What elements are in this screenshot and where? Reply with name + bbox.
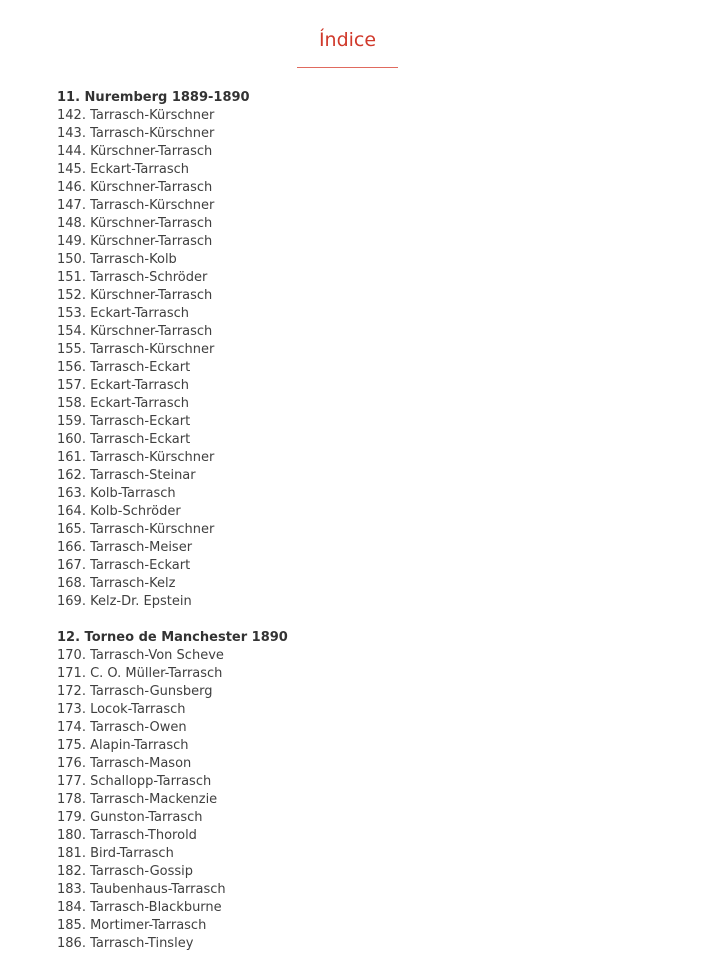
game-entry[interactable]: 160. Tarrasch-Eckart <box>57 432 191 447</box>
page-title: Índice <box>318 29 377 51</box>
game-entry[interactable]: 152. Kürschner-Tarrasch <box>57 288 213 303</box>
game-entry[interactable]: 179. Gunston-Tarrasch <box>57 810 203 825</box>
game-entry[interactable]: 182. Tarrasch-Gossip <box>57 864 194 879</box>
game-entry[interactable]: 156. Tarrasch-Eckart <box>57 360 191 375</box>
game-entry[interactable]: 178. Tarrasch-Mackenzie <box>57 792 218 807</box>
game-entry[interactable]: 183. Taubenhaus-Tarrasch <box>57 882 226 897</box>
game-entry[interactable]: 164. Kolb-Schröder <box>57 504 181 519</box>
game-entry[interactable]: 161. Tarrasch-Kürschner <box>57 450 215 465</box>
game-entry[interactable]: 176. Tarrasch-Mason <box>57 756 192 771</box>
game-entry[interactable]: 172. Tarrasch-Gunsberg <box>57 684 213 699</box>
index-section <box>57 629 697 953</box>
game-entry[interactable]: 150. Tarrasch-Kolb <box>57 252 177 267</box>
game-entry[interactable]: 151. Tarrasch-Schröder <box>57 270 208 285</box>
game-entry[interactable]: 166. Tarrasch-Meiser <box>57 540 193 555</box>
game-entry[interactable]: 144. Kürschner-Tarrasch <box>57 144 213 159</box>
game-entry[interactable]: 147. Tarrasch-Kürschner <box>57 198 215 213</box>
index-content <box>57 89 697 971</box>
game-entry[interactable]: 184. Tarrasch-Blackburne <box>57 900 222 915</box>
game-entry[interactable]: 180. Tarrasch-Thorold <box>57 828 197 843</box>
section-heading: 11. Nuremberg 1889-1890 <box>57 90 250 105</box>
game-entry[interactable]: 186. Tarrasch-Tinsley <box>57 936 194 951</box>
game-entry[interactable]: 181. Bird-Tarrasch <box>57 846 174 861</box>
game-entry[interactable]: 159. Tarrasch-Eckart <box>57 414 191 429</box>
game-entry[interactable]: 149. Kürschner-Tarrasch <box>57 234 213 249</box>
game-entry[interactable]: 148. Kürschner-Tarrasch <box>57 216 213 231</box>
game-entry[interactable]: 174. Tarrasch-Owen <box>57 720 187 735</box>
game-entry[interactable]: 169. Kelz-Dr. Epstein <box>57 594 192 609</box>
game-entry[interactable]: 173. Locok-Tarrasch <box>57 702 186 717</box>
game-entry[interactable]: 142. Tarrasch-Kürschner <box>57 108 215 123</box>
game-entry[interactable]: 170. Tarrasch-Von Scheve <box>57 648 224 663</box>
game-entry[interactable]: 158. Eckart-Tarrasch <box>57 396 189 411</box>
game-entry[interactable]: 171. C. O. Müller-Tarrasch <box>57 666 223 681</box>
game-entry[interactable]: 162. Tarrasch-Steinar <box>57 468 196 483</box>
game-entry[interactable]: 177. Schallopp-Tarrasch <box>57 774 212 789</box>
game-entry[interactable]: 155. Tarrasch-Kürschner <box>57 342 215 357</box>
game-entry[interactable]: 153. Eckart-Tarrasch <box>57 306 189 321</box>
game-entry[interactable]: 146. Kürschner-Tarrasch <box>57 180 213 195</box>
game-entry[interactable]: 167. Tarrasch-Eckart <box>57 558 191 573</box>
game-entry[interactable]: 154. Kürschner-Tarrasch <box>57 324 213 339</box>
game-entry[interactable]: 143. Tarrasch-Kürschner <box>57 126 215 141</box>
game-entry[interactable]: 165. Tarrasch-Kürschner <box>57 522 215 537</box>
games-list <box>57 647 697 953</box>
game-entry[interactable]: 163. Kolb-Tarrasch <box>57 486 176 501</box>
index-section <box>57 89 697 611</box>
games-list <box>57 107 697 611</box>
game-entry[interactable]: 175. Alapin-Tarrasch <box>57 738 189 753</box>
game-entry[interactable]: 145. Eckart-Tarrasch <box>57 162 189 177</box>
game-entry[interactable]: 157. Eckart-Tarrasch <box>57 378 189 393</box>
game-entry[interactable]: 185. Mortimer-Tarrasch <box>57 918 207 933</box>
game-entry[interactable]: 168. Tarrasch-Kelz <box>57 576 176 591</box>
title-underline <box>297 67 398 68</box>
section-heading: 12. Torneo de Manchester 1890 <box>57 630 288 645</box>
